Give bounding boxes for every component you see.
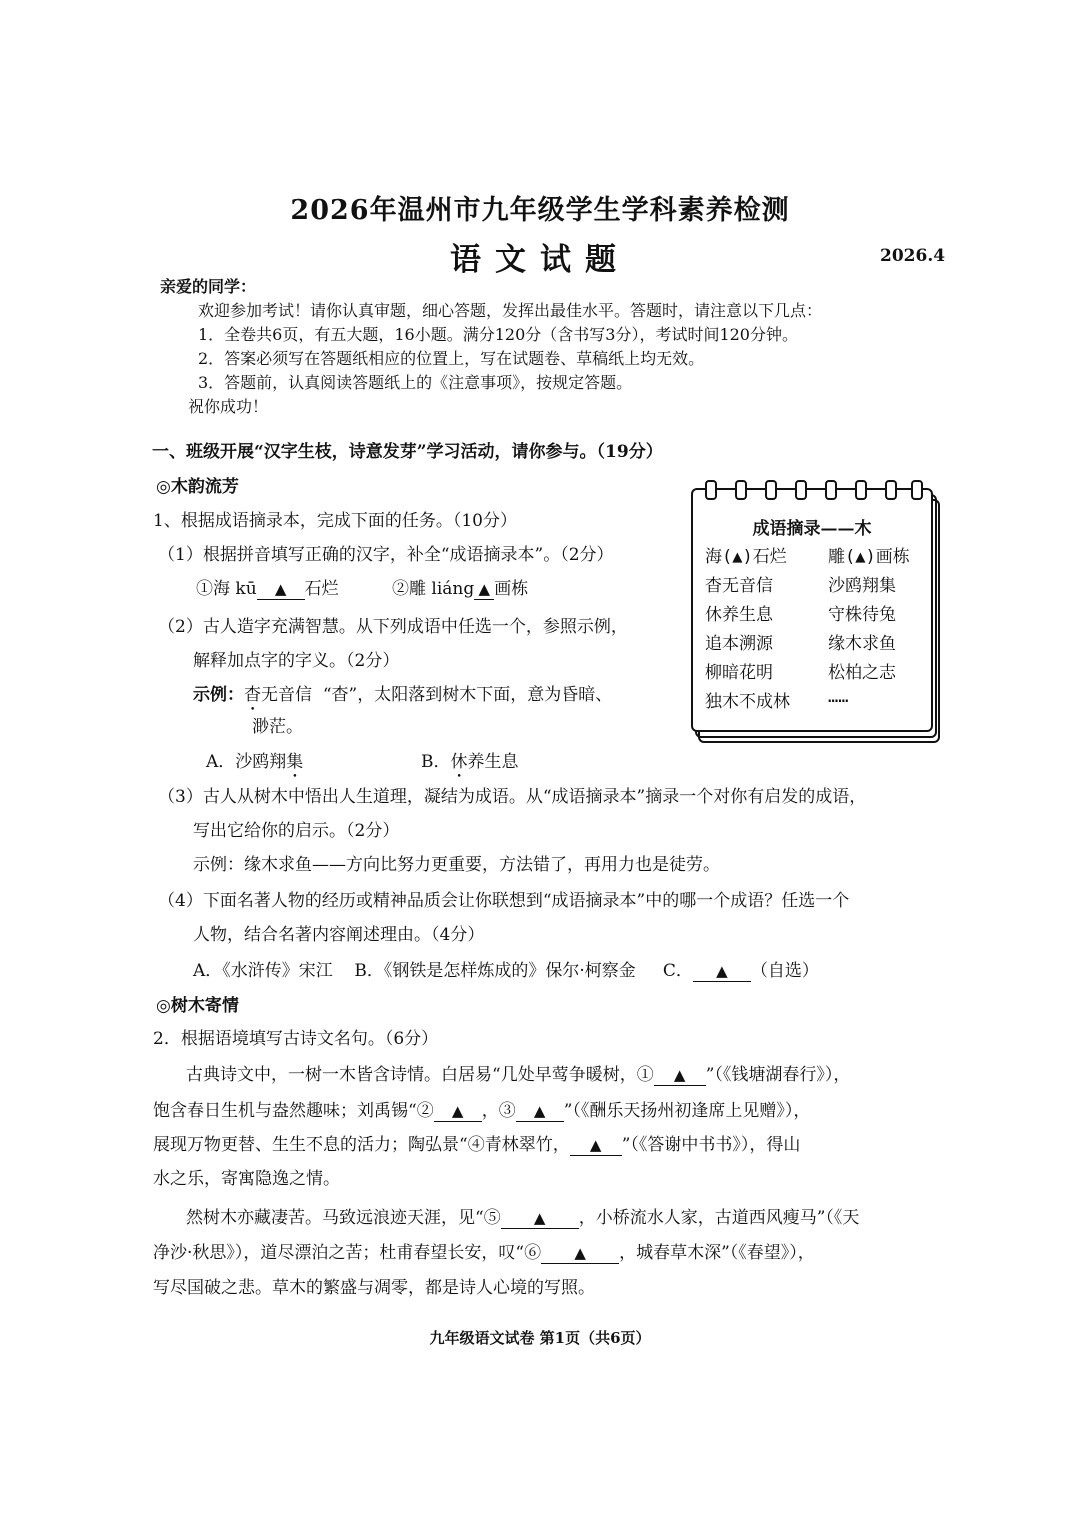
question-1-1-b: ②雕 liáng ▲ 画栋 xyxy=(392,579,529,599)
intro-line-3: 3．答题前，认真阅读答题纸上的《注意事项》，按规定答题。 xyxy=(198,373,633,392)
answer-blank[interactable]: ▲ xyxy=(257,580,305,600)
greeting: 亲爱的同学： xyxy=(160,277,257,296)
answer-blank[interactable]: ▲ xyxy=(474,580,494,600)
question-1-4-line2: 人物，结合名著内容阐述理由。（4分） xyxy=(193,925,485,945)
question-1-1: （1）根据拼音填写正确的汉字，补全“成语摘录本”。（2分） xyxy=(158,545,614,565)
option-b: B．休养生息 xyxy=(421,752,519,772)
notebook-idiom: 缘木求鱼 xyxy=(828,634,896,654)
answer-blank[interactable]: ▲ xyxy=(501,1209,579,1229)
question-1-4-options: A．《水浒传》宋江 B．《钢铁是怎样炼成的》保尔·柯察金 C． ▲ （自选） xyxy=(193,961,819,981)
notebook-idiom: 松柏之志 xyxy=(828,663,896,683)
exam-subtitle: 语文试题 xyxy=(450,242,630,278)
question-1-2-line1: （2）古人造字充满智慧。从下列成语中任选一个，参照示例， xyxy=(158,617,628,637)
poem-para2-line1: 然树木亦藏凄苦。马致远浪迹天涯，见“⑤ ▲ ，小桥流水人家，古道西风瘦马”（《天 xyxy=(186,1208,860,1228)
notebook-ring xyxy=(885,480,897,500)
question-1-3-line2: 写出它给你的启示。（2分） xyxy=(193,821,400,841)
question-1-title: 1、根据成语摘录本，完成下面的任务。（10分） xyxy=(153,511,517,531)
notebook-idiom: 休养生息 xyxy=(705,605,773,625)
poem-para1-line3: 展现万物更替、生生不息的活力；陶弘景“④青林翠竹， ▲ ”（《答谢中书书》），得山 xyxy=(153,1135,801,1155)
notebook-ring xyxy=(855,480,867,500)
notebook-idiom: 雕(▲)画栋 xyxy=(828,547,910,567)
answer-blank[interactable]: ▲ xyxy=(570,1136,622,1156)
part-title-1: ◎木韵流芳 xyxy=(156,477,239,497)
notebook-title: 成语摘录——木 xyxy=(752,519,872,539)
example-line1: 示例：杳无音信 “杳”，太阳落到树木下面，意为昏暗、 xyxy=(193,685,613,705)
notebook-idiom: 柳暗花明 xyxy=(705,663,773,683)
notebook-ring xyxy=(765,480,777,500)
intro-line-0: 欢迎参加考试！请你认真审题，细心答题，发挥出最佳水平。答题时，请注意以下几点： xyxy=(198,301,823,320)
question-2-title: 2．根据语境填写古诗文名句。（6分） xyxy=(153,1029,439,1049)
exam-date: 2026.4 xyxy=(880,246,946,266)
notebook-idiom: …… xyxy=(828,687,849,707)
poem-para1-line4: 水之乐，寄寓隐逸之情。 xyxy=(153,1169,340,1189)
question-1-4-line1: （4）下面名著人物的经历或精神品质会让你联想到“成语摘录本”中的哪一个成语？任选一个 xyxy=(158,891,850,911)
answer-blank[interactable]: ▲ xyxy=(693,962,751,982)
intro-wish: 祝你成功！ xyxy=(188,397,269,416)
notebook-idiom: 杳无音信 xyxy=(705,576,773,596)
page-footer: 九年级语文试卷 第1页（共6页） xyxy=(429,1329,651,1347)
notebook-ring xyxy=(911,480,923,500)
notebook-idiom: 独木不成林 xyxy=(705,692,790,712)
answer-blank[interactable]: ▲ xyxy=(516,1102,564,1122)
poem-para2-line2: 净沙·秋思》），道尽漂泊之苦；杜甫春望长安，叹“⑥ ▲ ，城春草木深”（《春望》）， xyxy=(153,1243,815,1263)
notebook-ring xyxy=(795,480,807,500)
intro-line-1: 1．全卷共6页，有五大题，16小题。满分120分（含书写3分），考试时间120分钟。 xyxy=(198,325,798,344)
poem-para1-line1: 古典诗文中，一树一木皆含诗情。白居易“几处早莺争暖树，① ▲ ”（《钱塘湖春行》）， xyxy=(186,1065,851,1085)
poem-para2-line3: 写尽国破之悲。草木的繁盛与凋零，都是诗人心境的写照。 xyxy=(153,1278,595,1298)
idiom-notebook xyxy=(691,488,933,732)
notebook-ring xyxy=(825,480,837,500)
answer-blank[interactable]: ▲ xyxy=(541,1244,619,1264)
exam-title: 2026年温州市九年级学生学科素养检测 xyxy=(290,195,790,226)
notebook-idiom: 守株待兔 xyxy=(828,605,896,625)
notebook-idiom: 海(▲)石烂 xyxy=(705,547,787,567)
notebook-ring xyxy=(705,480,717,500)
section-heading: 一、班级开展“汉字生枝，诗意发芽”学习活动，请你参与。（19分） xyxy=(152,442,663,462)
question-1-1-a: ①海 kū ▲ 石烂 xyxy=(196,579,339,599)
example-line2: 渺茫。 xyxy=(252,717,303,737)
question-1-2-line2: 解释加点字的字义。（2分） xyxy=(193,651,400,671)
answer-blank[interactable]: ▲ xyxy=(654,1066,706,1086)
option-a: A．沙鸥翔集 xyxy=(206,752,304,772)
notebook-ring xyxy=(735,480,747,500)
notebook-idiom: 追本溯源 xyxy=(705,634,773,654)
poem-para1-line2: 饱含春日生机与盎然趣味；刘禹锡“② ▲ ，③ ▲ ”（《酬乐天扬州初逢席上见赠》）， xyxy=(153,1101,811,1121)
notebook-idiom: 沙鸥翔集 xyxy=(828,576,896,596)
answer-blank[interactable]: ▲ xyxy=(434,1102,482,1122)
part-title-2: ◎树木寄情 xyxy=(156,996,239,1016)
intro-line-2: 2．答案必须写在答题纸相应的位置上，写在试题卷、草稿纸上均无效。 xyxy=(198,349,705,368)
question-1-3-example: 示例：缘木求鱼——方向比努力更重要，方法错了，再用力也是徒劳。 xyxy=(193,855,720,875)
question-1-3-line1: （3）古人从树木中悟出人生道理，凝结为成语。从“成语摘录本”摘录一个对你有启发的成语， xyxy=(158,787,867,807)
